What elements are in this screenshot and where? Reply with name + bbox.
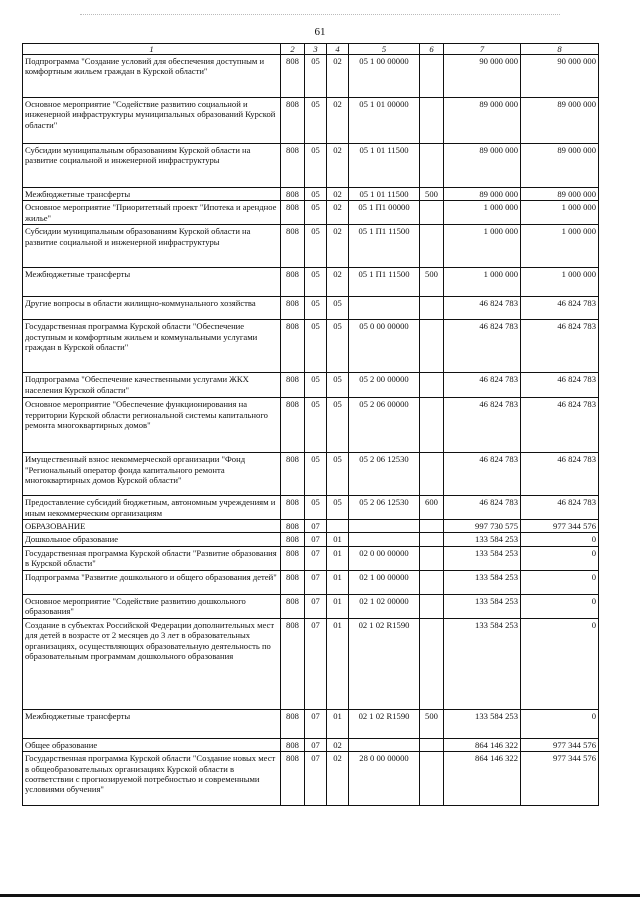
table-row [23, 268, 599, 297]
table-row [23, 201, 599, 225]
row-cell-c6 [420, 570, 444, 594]
header-cell-7: 7 [444, 44, 521, 55]
row-cell-c7: 46 824 783 [444, 496, 521, 520]
row-cell-c4: 05 [327, 373, 349, 398]
row-cell-c7: 133 584 253 [444, 570, 521, 594]
row-cell-c8: 0 [521, 709, 599, 738]
row-cell-c8: 46 824 783 [521, 453, 599, 496]
row-cell-c7: 46 824 783 [444, 373, 521, 398]
budget-table [22, 43, 598, 806]
row-cell-c4: 02 [327, 98, 349, 144]
row-cell-c3: 05 [305, 201, 327, 225]
row-cell-c2: 808 [281, 373, 305, 398]
row-cell-c6 [420, 520, 444, 533]
row-cell-c6 [420, 55, 444, 98]
table-row [23, 398, 599, 453]
row-cell-c8: 89 000 000 [521, 144, 599, 188]
row-cell-c6 [420, 738, 444, 751]
row-name-cell: Подпрограмма "Создание условий для обеспечения доступным и комфортным жильем граждан в Курской области" [23, 55, 281, 98]
row-name-cell: Межбюджетные трансферты [23, 709, 281, 738]
row-cell-c4: 01 [327, 618, 349, 709]
table-row [23, 144, 599, 188]
row-cell-c4: 02 [327, 201, 349, 225]
row-name-cell: ОБРАЗОВАНИЕ [23, 520, 281, 533]
row-name-cell: Основное мероприятие "Содействие развитию социальной и инженерной инфраструктуры муниципальных образований Курской области" [23, 98, 281, 144]
table-row [23, 546, 599, 570]
row-cell-c6 [420, 144, 444, 188]
row-cell-c6 [420, 533, 444, 546]
row-name-cell: Основное мероприятие "Приоритетный проект "Ипотека и арендное жилье" [23, 201, 281, 225]
row-cell-c7: 133 584 253 [444, 546, 521, 570]
row-cell-c4: 01 [327, 546, 349, 570]
row-cell-c5 [349, 520, 420, 533]
row-cell-c8: 0 [521, 533, 599, 546]
row-cell-c5: 05 1 П1 11500 [349, 225, 420, 268]
row-cell-c8: 977 344 576 [521, 520, 599, 533]
row-cell-c7: 1 000 000 [444, 268, 521, 297]
row-cell-c5: 02 1 00 00000 [349, 570, 420, 594]
row-cell-c3: 07 [305, 618, 327, 709]
row-cell-c7: 864 146 322 [444, 738, 521, 751]
row-cell-c8: 0 [521, 618, 599, 709]
row-cell-c8: 46 824 783 [521, 320, 599, 373]
row-cell-c5: 05 2 06 12530 [349, 496, 420, 520]
row-cell-c8: 90 000 000 [521, 55, 599, 98]
row-cell-c8: 0 [521, 546, 599, 570]
row-cell-c8: 89 000 000 [521, 188, 599, 201]
row-cell-c7: 89 000 000 [444, 98, 521, 144]
row-cell-c2: 808 [281, 297, 305, 320]
row-name-cell: Другие вопросы в области жилищно-коммунального хозяйства [23, 297, 281, 320]
table-row [23, 320, 599, 373]
row-cell-c6 [420, 546, 444, 570]
row-cell-c5: 05 1 01 11500 [349, 144, 420, 188]
row-cell-c5: 02 0 00 00000 [349, 546, 420, 570]
bottom-rule [0, 894, 640, 897]
row-cell-c2: 808 [281, 188, 305, 201]
row-cell-c7: 90 000 000 [444, 55, 521, 98]
row-cell-c5: 02 1 02 R1590 [349, 618, 420, 709]
row-cell-c8: 0 [521, 570, 599, 594]
row-cell-c7: 1 000 000 [444, 201, 521, 225]
row-name-cell: Дошкольное образование [23, 533, 281, 546]
header-cell-1: 1 [23, 44, 281, 55]
row-cell-c2: 808 [281, 453, 305, 496]
row-cell-c6 [420, 297, 444, 320]
table-row [23, 520, 599, 533]
row-cell-c8: 977 344 576 [521, 738, 599, 751]
row-cell-c4: 01 [327, 570, 349, 594]
header-cell-6: 6 [420, 44, 444, 55]
row-cell-c5: 05 2 00 00000 [349, 373, 420, 398]
row-cell-c4: 02 [327, 268, 349, 297]
row-cell-c8: 46 824 783 [521, 297, 599, 320]
row-cell-c2: 808 [281, 144, 305, 188]
row-cell-c2: 808 [281, 320, 305, 373]
row-cell-c8: 1 000 000 [521, 268, 599, 297]
row-name-cell: Межбюджетные трансферты [23, 188, 281, 201]
row-cell-c5: 05 2 06 12530 [349, 453, 420, 496]
row-cell-c3: 07 [305, 546, 327, 570]
row-cell-c5 [349, 533, 420, 546]
row-cell-c2: 808 [281, 201, 305, 225]
row-cell-c2: 808 [281, 520, 305, 533]
scan-artifact [80, 14, 560, 17]
row-cell-c6: 500 [420, 268, 444, 297]
row-cell-c3: 05 [305, 144, 327, 188]
row-cell-c4: 05 [327, 453, 349, 496]
row-cell-c5: 05 1 01 00000 [349, 98, 420, 144]
table-row [23, 225, 599, 268]
row-cell-c8: 89 000 000 [521, 98, 599, 144]
header-cell-8: 8 [521, 44, 599, 55]
table-row [23, 55, 599, 98]
row-cell-c2: 808 [281, 709, 305, 738]
row-cell-c5: 05 0 00 00000 [349, 320, 420, 373]
row-cell-c2: 808 [281, 546, 305, 570]
table-row [23, 752, 599, 806]
row-cell-c5: 05 1 00 00000 [349, 55, 420, 98]
row-cell-c5: 28 0 00 00000 [349, 752, 420, 806]
row-cell-c2: 808 [281, 98, 305, 144]
row-cell-c3: 05 [305, 98, 327, 144]
row-cell-c4: 02 [327, 752, 349, 806]
row-cell-c4 [327, 520, 349, 533]
header-cell-2: 2 [281, 44, 305, 55]
row-name-cell: Предоставление субсидий бюджетным, автономным учреждениям и иным некоммерческим организациям [23, 496, 281, 520]
row-cell-c3: 05 [305, 55, 327, 98]
row-cell-c4: 05 [327, 297, 349, 320]
row-cell-c4: 05 [327, 398, 349, 453]
row-cell-c4: 02 [327, 738, 349, 751]
row-cell-c6 [420, 618, 444, 709]
row-cell-c8: 46 824 783 [521, 398, 599, 453]
table-row [23, 709, 599, 738]
row-cell-c7: 133 584 253 [444, 709, 521, 738]
row-cell-c2: 808 [281, 594, 305, 618]
row-cell-c7: 46 824 783 [444, 297, 521, 320]
table-row [23, 618, 599, 709]
row-name-cell: Подпрограмма "Развитие дошкольного и общего образования детей" [23, 570, 281, 594]
row-cell-c6: 500 [420, 188, 444, 201]
row-cell-c3: 07 [305, 594, 327, 618]
page-number: 61 [314, 26, 326, 38]
row-cell-c3: 07 [305, 520, 327, 533]
header-cell-5: 5 [349, 44, 420, 55]
row-cell-c6 [420, 320, 444, 373]
row-cell-c8: 977 344 576 [521, 752, 599, 806]
row-cell-c3: 05 [305, 188, 327, 201]
row-cell-c3: 07 [305, 570, 327, 594]
row-cell-c4: 01 [327, 594, 349, 618]
row-cell-c3: 07 [305, 738, 327, 751]
row-cell-c7: 89 000 000 [444, 144, 521, 188]
row-cell-c3: 05 [305, 373, 327, 398]
row-name-cell: Подпрограмма "Обеспечение качественными услугами ЖКХ населения Курской области" [23, 373, 281, 398]
table-row [23, 373, 599, 398]
row-cell-c8: 0 [521, 594, 599, 618]
header-cell-4: 4 [327, 44, 349, 55]
row-cell-c2: 808 [281, 496, 305, 520]
row-cell-c5 [349, 738, 420, 751]
row-cell-c5: 02 1 02 00000 [349, 594, 420, 618]
row-cell-c2: 808 [281, 533, 305, 546]
row-cell-c3: 05 [305, 297, 327, 320]
row-cell-c4: 02 [327, 144, 349, 188]
row-cell-c5 [349, 297, 420, 320]
row-cell-c6 [420, 225, 444, 268]
row-cell-c5: 05 2 06 00000 [349, 398, 420, 453]
row-cell-c2: 808 [281, 225, 305, 268]
row-cell-c4: 05 [327, 496, 349, 520]
row-cell-c2: 808 [281, 618, 305, 709]
row-cell-c6: 600 [420, 496, 444, 520]
row-cell-c4: 01 [327, 533, 349, 546]
row-cell-c5: 05 1 П1 00000 [349, 201, 420, 225]
row-name-cell: Общее образование [23, 738, 281, 751]
row-cell-c6 [420, 453, 444, 496]
row-cell-c2: 808 [281, 268, 305, 297]
row-cell-c6: 500 [420, 709, 444, 738]
row-cell-c3: 07 [305, 752, 327, 806]
table-row [23, 533, 599, 546]
table-row [23, 496, 599, 520]
row-cell-c6 [420, 398, 444, 453]
table-row [23, 453, 599, 496]
row-cell-c7: 997 730 575 [444, 520, 521, 533]
row-cell-c3: 05 [305, 496, 327, 520]
row-cell-c4: 02 [327, 225, 349, 268]
row-cell-c5: 02 1 02 R1590 [349, 709, 420, 738]
header-cell-3: 3 [305, 44, 327, 55]
row-cell-c4: 01 [327, 709, 349, 738]
row-name-cell: Основное мероприятие "Обеспечение функционирования на территории Курской области региональной системы капитального ремонта многоквартирных домов" [23, 398, 281, 453]
row-cell-c8: 1 000 000 [521, 225, 599, 268]
row-cell-c7: 133 584 253 [444, 618, 521, 709]
row-cell-c5: 05 1 01 11500 [349, 188, 420, 201]
row-name-cell: Государственная программа Курской области "Создание новых мест в общеобразовательных организациях Курской области в соответствии с прогнозируемой потребностью и современными условиями обучения" [23, 752, 281, 806]
row-cell-c2: 808 [281, 738, 305, 751]
row-cell-c8: 46 824 783 [521, 496, 599, 520]
row-name-cell: Создание в субъектах Российской Федерации дополнительных мест для детей в возрасте от 2 месяцев до 3 лет в образовательных организациях, осуществляющих образовательную деятельность по образовательным программам дошкольного образования [23, 618, 281, 709]
row-cell-c7: 133 584 253 [444, 533, 521, 546]
row-cell-c3: 07 [305, 533, 327, 546]
row-cell-c7: 46 824 783 [444, 398, 521, 453]
row-cell-c6 [420, 373, 444, 398]
row-cell-c5: 05 1 П1 11500 [349, 268, 420, 297]
row-cell-c7: 46 824 783 [444, 453, 521, 496]
table-row [23, 98, 599, 144]
table-row [23, 594, 599, 618]
row-name-cell: Основное мероприятие "Содействие развитию дошкольного образования" [23, 594, 281, 618]
row-cell-c3: 05 [305, 320, 327, 373]
row-name-cell: Государственная программа Курской области "Развитие образования в Курской области" [23, 546, 281, 570]
row-cell-c6 [420, 98, 444, 144]
row-cell-c3: 05 [305, 398, 327, 453]
row-name-cell: Межбюджетные трансферты [23, 268, 281, 297]
row-cell-c7: 1 000 000 [444, 225, 521, 268]
table-row [23, 188, 599, 201]
row-cell-c2: 808 [281, 752, 305, 806]
row-name-cell: Имущественный взнос некоммерческой организации "Фонд "Региональный оператор фонда капитального ремонта многоквартирных домов Курской области" [23, 453, 281, 496]
row-cell-c2: 808 [281, 398, 305, 453]
row-cell-c4: 02 [327, 188, 349, 201]
row-cell-c3: 07 [305, 709, 327, 738]
row-cell-c6 [420, 201, 444, 225]
row-cell-c3: 05 [305, 225, 327, 268]
table-row [23, 738, 599, 751]
row-cell-c3: 05 [305, 453, 327, 496]
row-cell-c4: 05 [327, 320, 349, 373]
row-cell-c7: 89 000 000 [444, 188, 521, 201]
table-row [23, 297, 599, 320]
row-cell-c8: 46 824 783 [521, 373, 599, 398]
row-cell-c7: 46 824 783 [444, 320, 521, 373]
row-cell-c6 [420, 752, 444, 806]
row-cell-c7: 133 584 253 [444, 594, 521, 618]
row-cell-c6 [420, 594, 444, 618]
row-cell-c8: 1 000 000 [521, 201, 599, 225]
row-cell-c3: 05 [305, 268, 327, 297]
table-header-row [23, 44, 599, 55]
row-name-cell: Субсидии муниципальным образованиям Курской области на развитие социальной и инженерной инфраструктуры [23, 225, 281, 268]
table-row [23, 570, 599, 594]
row-name-cell: Государственная программа Курской области "Обеспечение доступным и комфортным жильем и коммунальными услугами граждан в Курской области" [23, 320, 281, 373]
row-cell-c2: 808 [281, 55, 305, 98]
row-cell-c2: 808 [281, 570, 305, 594]
row-cell-c7: 864 146 322 [444, 752, 521, 806]
row-name-cell: Субсидии муниципальным образованиям Курской области на развитие социальной и инженерной инфраструктуры [23, 144, 281, 188]
row-cell-c4: 02 [327, 55, 349, 98]
